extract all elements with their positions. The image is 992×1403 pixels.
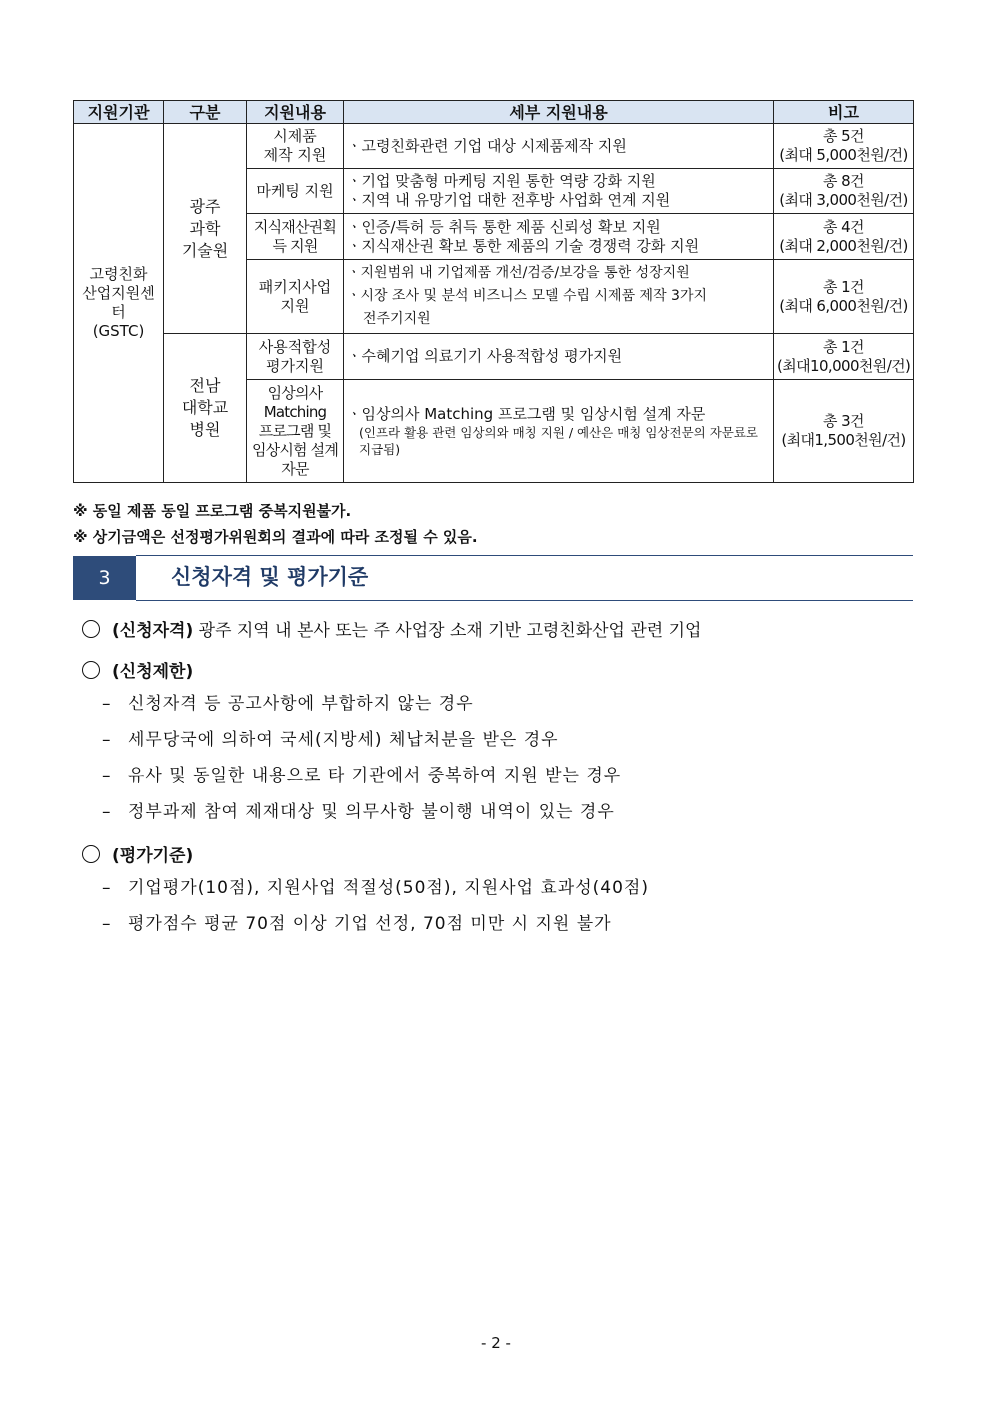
remark-max: (최대 6,000천원/건)	[779, 296, 908, 315]
restriction-text: 정부과제 참여 제재대상 및 의무사항 불이행 내역이 있는 경우	[128, 802, 615, 822]
restriction-text: 유사 및 동일한 내용으로 타 기관에서 중복하여 지원 받는 경우	[128, 766, 622, 786]
list-item	[102, 692, 474, 716]
circle-bullet-icon	[82, 620, 100, 638]
content-cell: 임상의사 Matching 프로그램 및 임상시험 설계 자문	[247, 380, 344, 483]
header-remark: 비고	[774, 101, 914, 124]
note-duplicate: ※ 동일 제품 동일 프로그램 중복지원불가.	[73, 502, 352, 520]
remark-cell	[774, 169, 914, 214]
list-item	[102, 912, 612, 936]
eligibility-text: 광주 지역 내 본사 또는 주 사업장 소재 기반 고령친화산업 관련 기업	[198, 621, 702, 641]
detail-cell	[344, 214, 774, 260]
section-header	[73, 555, 913, 601]
remark-cell	[774, 214, 914, 260]
section-number: 3	[73, 556, 136, 600]
dash-bullet: –	[102, 694, 112, 714]
note-adjustment: ※ 상기금액은 선정평가위원회의 결과에 따라 조정될 수 있음.	[73, 528, 478, 546]
restrictions-label: (신청제한)	[112, 662, 194, 682]
detail-line: ㆍ기업 맞춤형 마케팅 지원 통한 역량 강화 지원	[347, 172, 656, 190]
detail-line: ㆍ수혜기업 의료기기 사용적합성 평가지원	[347, 347, 623, 365]
remark-count: 총 1건	[823, 337, 864, 356]
remark-cell	[774, 334, 914, 380]
list-item	[102, 728, 559, 752]
detail-cell	[344, 124, 774, 169]
criteria-label: (평가기준)	[112, 846, 194, 866]
restriction-text: 신청자격 등 공고사항에 부합하지 않는 경우	[128, 694, 474, 714]
circle-bullet-icon	[82, 845, 100, 863]
dash-bullet: –	[102, 802, 112, 822]
detail-line: ㆍ인증/특허 등 취득 통한 제품 신뢰성 확보 지원	[347, 217, 661, 236]
header-content: 지원내용	[247, 101, 344, 124]
criteria-heading	[82, 844, 193, 868]
detail-line: ㆍ시장 조사 및 분석 비즈니스 모델 수립 시제품 제작 3가지	[347, 288, 708, 304]
table-header-row	[74, 101, 914, 124]
dash-bullet: –	[102, 766, 112, 786]
remark-cell	[774, 124, 914, 169]
content-cell: 시제품 제작 지원	[247, 124, 344, 169]
table-row	[74, 334, 914, 380]
criteria-text: 평가점수 평균 70점 이상 기업 선정, 70점 미만 시 지원 불가	[128, 914, 612, 934]
section-title: 신청자격 및 평가기준	[171, 565, 369, 589]
eligibility-item	[82, 619, 701, 643]
header-division: 구분	[164, 101, 247, 124]
remark-cell	[774, 260, 914, 334]
detail-cell	[344, 169, 774, 214]
restriction-text: 세무당국에 의하여 국세(지방세) 체납처분을 받은 경우	[128, 730, 559, 750]
remark-count: 총 3건	[823, 412, 864, 430]
remark-max: (최대 3,000천원/건)	[779, 191, 908, 209]
detail-cell	[344, 380, 774, 483]
detail-line: 전주기지원	[363, 311, 431, 327]
remark-max: (최대 2,000천원/건)	[779, 236, 908, 255]
remark-cell	[774, 380, 914, 483]
content-cell: 사용적합성 평가지원	[247, 334, 344, 380]
criteria-text: 기업평가(10점), 지원사업 적절성(50점), 지원사업 효과성(40점)	[128, 878, 649, 898]
detail-line: ㆍ고령친화관련 기업 대상 시제품제작 지원	[347, 136, 627, 155]
header-detail: 세부 지원내용	[344, 101, 774, 124]
remark-count: 총 8건	[823, 172, 864, 190]
content-cell: 패키지사업 지원	[247, 260, 344, 334]
remark-count: 총 1건	[823, 277, 864, 296]
detail-line: ㆍ지역 내 유망기업 대한 전후방 사업화 연계 지원	[347, 191, 671, 209]
dash-bullet: –	[102, 878, 112, 898]
support-table	[73, 100, 914, 483]
detail-line: ㆍ임상의사 Matching 프로그램 및 임상시험 설계 자문	[347, 404, 706, 423]
dash-bullet: –	[102, 914, 112, 934]
content-cell: 마케팅 지원	[247, 169, 344, 214]
list-item	[102, 764, 621, 788]
division-cell: 전남 대학교 병원	[164, 334, 247, 483]
remark-max: (최대10,000천원/건)	[777, 356, 911, 375]
section-rule-bottom	[136, 600, 913, 601]
detail-line: ㆍ지식재산권 확보 통한 제품의 기술 경쟁력 강화 지원	[347, 236, 700, 255]
remark-count: 총 4건	[823, 217, 864, 236]
remark-count: 총 5건	[823, 127, 864, 145]
remark-max: (최대1,500천원/건)	[781, 431, 906, 449]
list-item	[102, 876, 649, 900]
detail-note: (인프라 활용 관련 임상의와 매칭 지원 / 예산은 매칭 임상전문의 자문료로 지급됨)	[359, 424, 758, 457]
table-row	[74, 124, 914, 169]
detail-line: ㆍ지원범위 내 기업제품 개선/검증/보강을 통한 성장지원	[347, 265, 690, 281]
dash-bullet: –	[102, 730, 112, 750]
detail-cell	[344, 260, 774, 334]
detail-cell	[344, 334, 774, 380]
page-number: - 2 -	[481, 1334, 511, 1352]
org-cell: 고령친화 산업지원센터 (GSTC)	[74, 124, 164, 483]
header-org: 지원기관	[74, 101, 164, 124]
table-notes	[73, 498, 478, 550]
circle-bullet-icon	[82, 661, 100, 679]
content-cell: 지식재산권획 득 지원	[247, 214, 344, 260]
remark-max: (최대 5,000천원/건)	[779, 146, 908, 164]
eligibility-label: (신청자격)	[112, 621, 194, 641]
division-cell: 광주 과학 기술원	[164, 124, 247, 334]
list-item	[102, 800, 615, 824]
restrictions-heading	[82, 660, 193, 684]
